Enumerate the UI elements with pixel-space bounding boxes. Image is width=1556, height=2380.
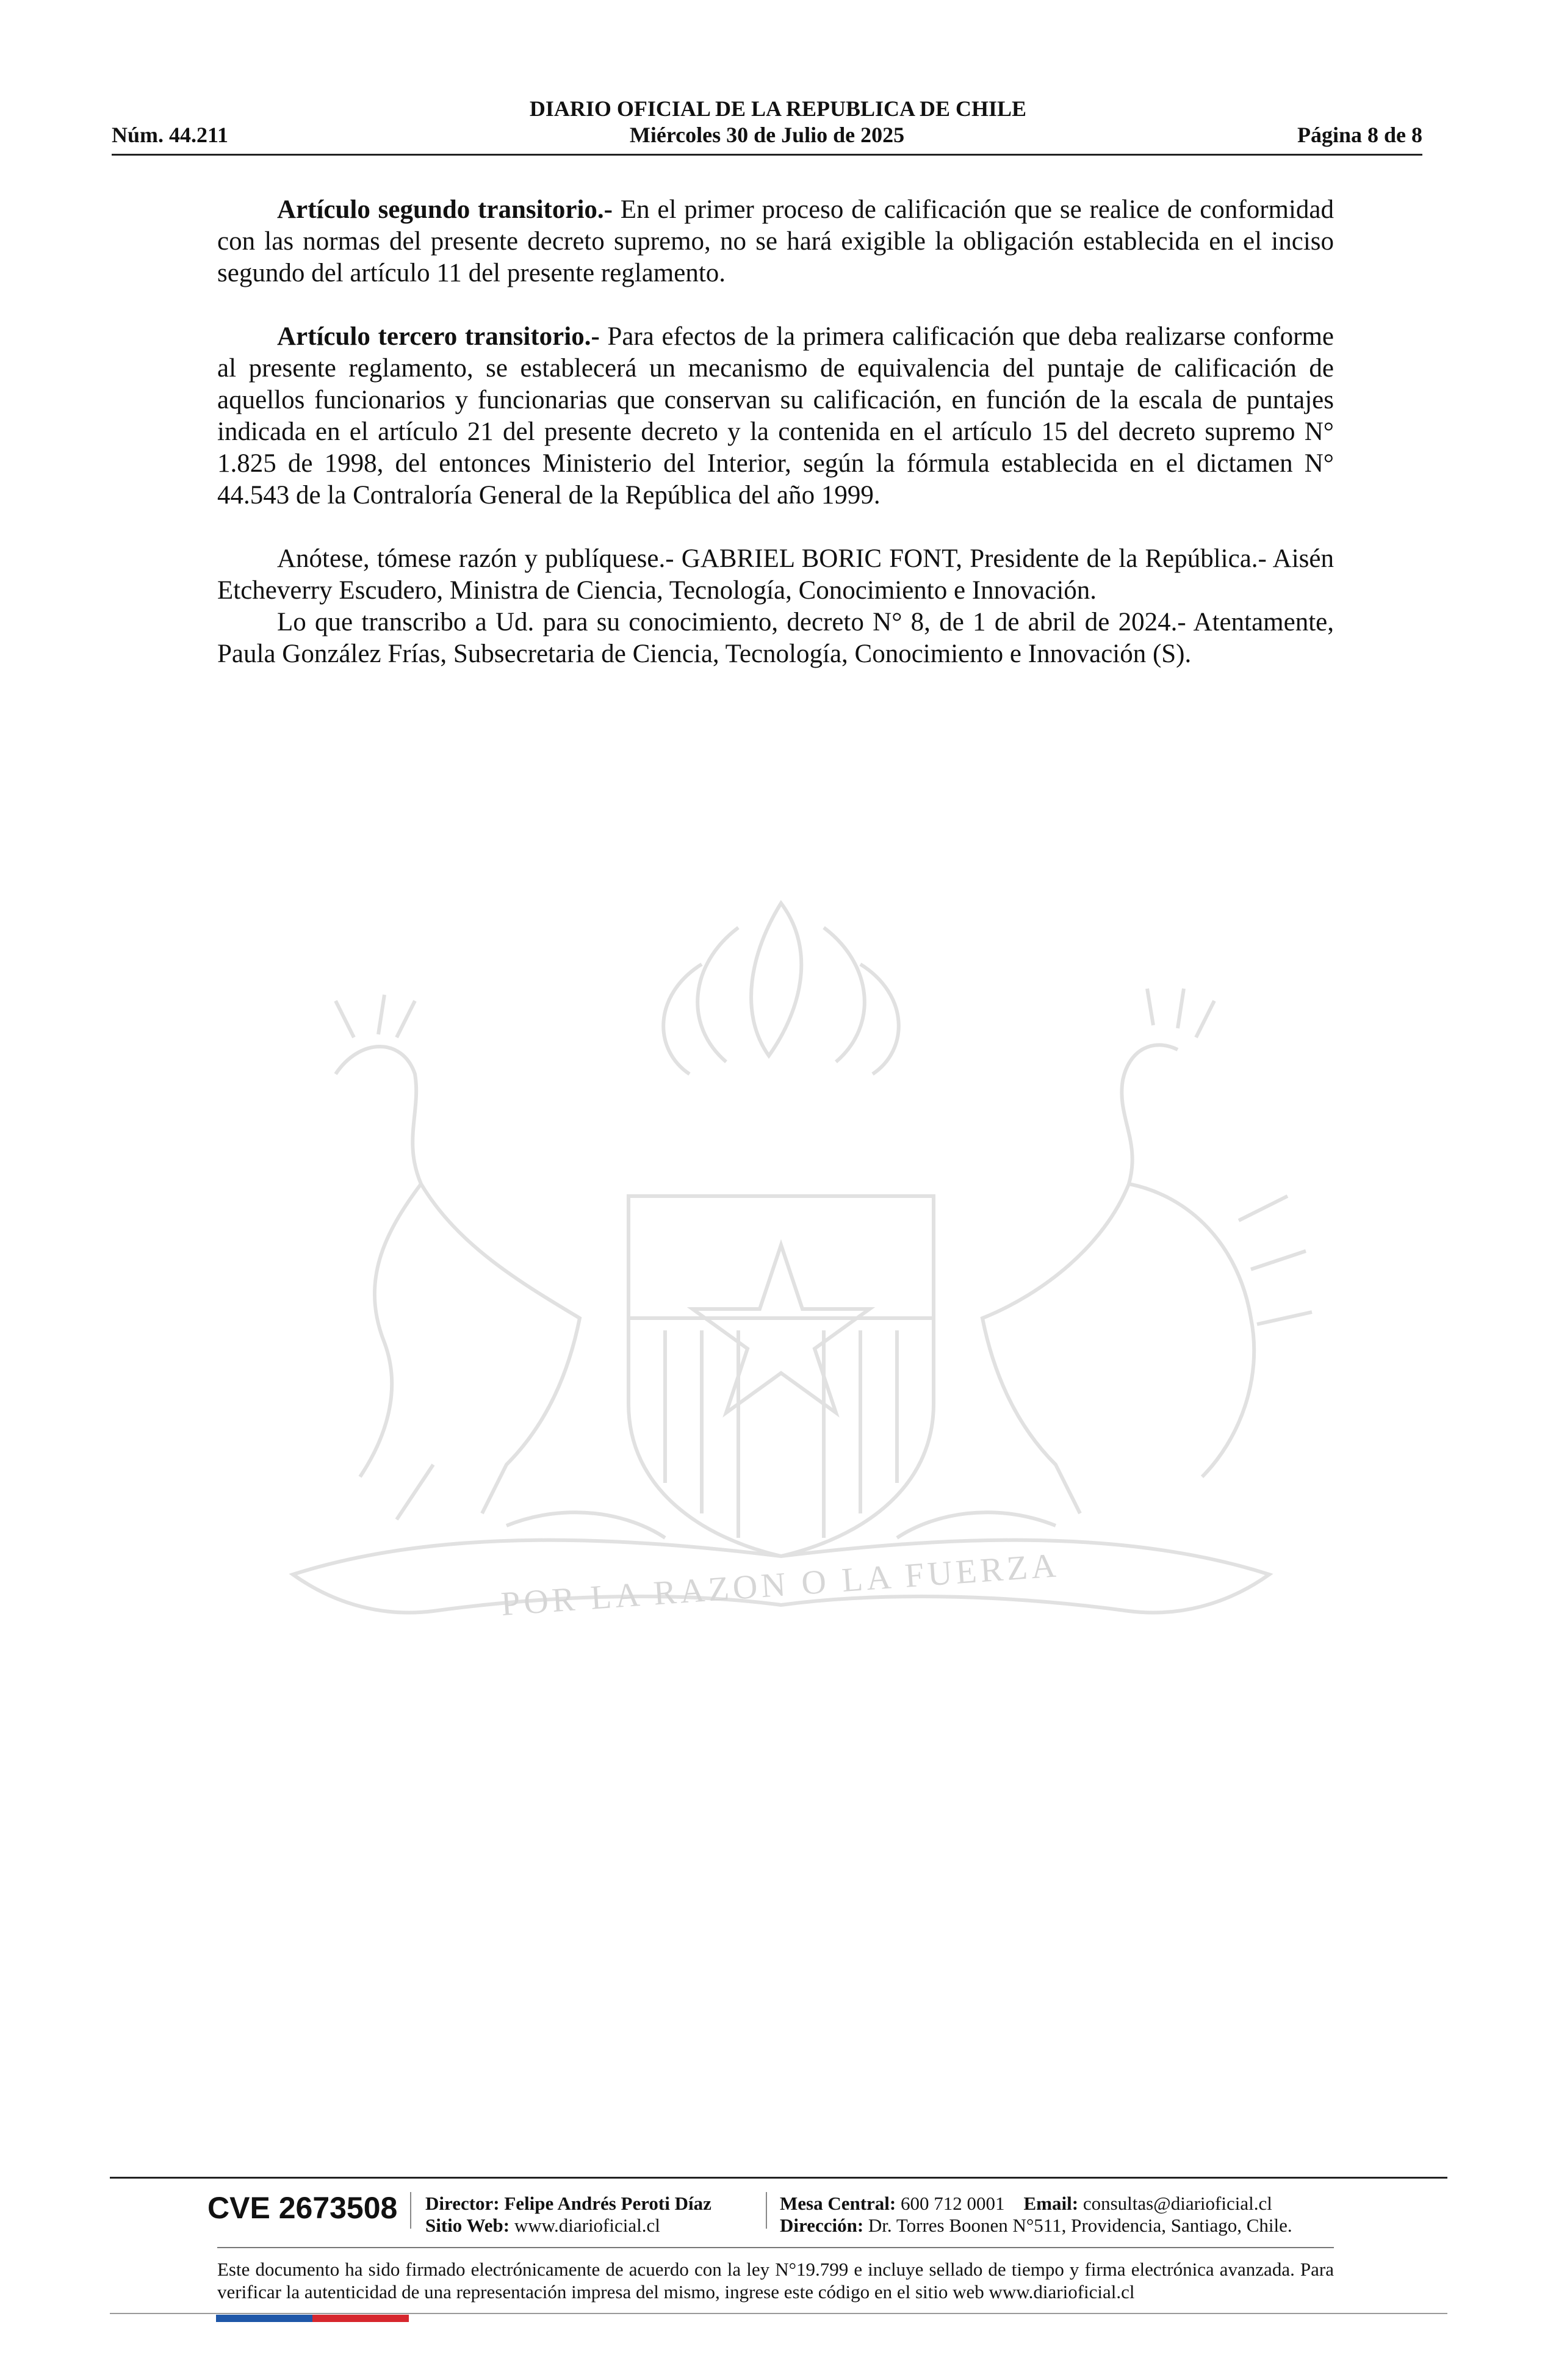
address-label: Dirección: (780, 2215, 864, 2236)
header-divider (112, 154, 1422, 156)
footer-divider-bottom (110, 2313, 1447, 2314)
cve-code: CVE 2673508 (207, 2191, 398, 2225)
page-number: Página 8 de 8 (1297, 123, 1422, 147)
transcription-paragraph (217, 607, 1334, 670)
header-row (112, 122, 1422, 148)
phone-number: 600 712 0001 (901, 2193, 1005, 2214)
footer-separator (410, 2192, 411, 2229)
article-second-transitory (217, 194, 1334, 289)
coat-of-arms-watermark (201, 854, 1361, 1678)
article-heading: Artículo tercero transitorio.- (277, 322, 600, 351)
footer-separator (766, 2192, 767, 2229)
email-label: Email: (1023, 2193, 1079, 2214)
website-label: Sitio Web: (425, 2215, 510, 2236)
transcription-text: Lo que transcribo a Ud. para su conocimiento, decreto N° 8, de 1 de abril de 2024.- Atentamente, Paula González Frías, Subsecretaria de Ciencia, Tecnología, Conocimiento e Innovación (S). (217, 608, 1334, 668)
article-text: En el primer proceso de calificación que se realice de conformidad con las normas del presente decreto supremo, no se hará exigible la obligación establecida en el inciso segundo del artículo 11 del presente reglamento. (217, 195, 1334, 287)
email-link[interactable]: consultas@diarioficial.cl (1082, 2193, 1272, 2214)
director-label: Director: (425, 2193, 500, 2214)
signature-paragraph (217, 543, 1334, 607)
newspaper-title: DIARIO OFICIAL DE LA REPUBLICA DE CHILE (529, 96, 1027, 121)
issue-date: Miércoles 30 de Julio de 2025 (629, 123, 905, 147)
website-link[interactable]: www.diarioficial.cl (514, 2215, 660, 2236)
issue-number: Núm. 44.211 (112, 123, 229, 147)
article-text: Para efectos de la primera calificación que deba realizarse conforme al presente reglamento, se establecerá un mecanismo de equivalencia del puntaje de calificación de aquellos funcionarios y funcionarias que conservan su calificación, en función de la escala de puntajes indicada en el artículo 21 del presente decreto y la contenida en el artículo 15 del decreto supremo N° 1.825 de 1998, del entonces Ministerio del Interior, según la fórmula establecida en el dictamen N° 44.543 de la Contraloría General de la República del año 1999. (217, 322, 1334, 510)
signature-text: Anótese, tómese razón y publíquese.- GABRIEL BORIC FONT, Presidente de la República.- Aisén Etcheverry Escudero, Ministra de Ciencia, Tecnología, Conocimiento e Innovación. (217, 544, 1334, 605)
document-body (217, 194, 1334, 670)
article-third-transitory (217, 321, 1334, 511)
coat-of-arms-motto: POR LA RAZON O LA FUERZA (500, 1546, 1061, 1623)
article-heading: Artículo segundo transitorio.- (277, 195, 613, 224)
footer-contact-block (780, 2193, 1292, 2237)
address-text: Dr. Torres Boonen N°511, Providencia, Santiago, Chile. (868, 2215, 1292, 2236)
footer-divider-middle (217, 2247, 1334, 2248)
flag-stripe-red (312, 2315, 409, 2322)
director-name: Felipe Andrés Peroti Díaz (504, 2193, 711, 2214)
phone-label: Mesa Central: (780, 2193, 896, 2214)
footer-director-block (425, 2193, 711, 2237)
electronic-signature-disclaimer: Este documento ha sido firmado electrónicamente de acuerdo con la ley N°19.799 e incluye sellado de tiempo y firma electrónica avanzada. Para verificar la autenticidad de una representación impresa del mismo, ingrese este código en el sitio web www.diarioficial.cl (217, 2259, 1334, 2302)
footer-divider-top (110, 2177, 1447, 2179)
flag-stripe-blue (216, 2315, 312, 2322)
